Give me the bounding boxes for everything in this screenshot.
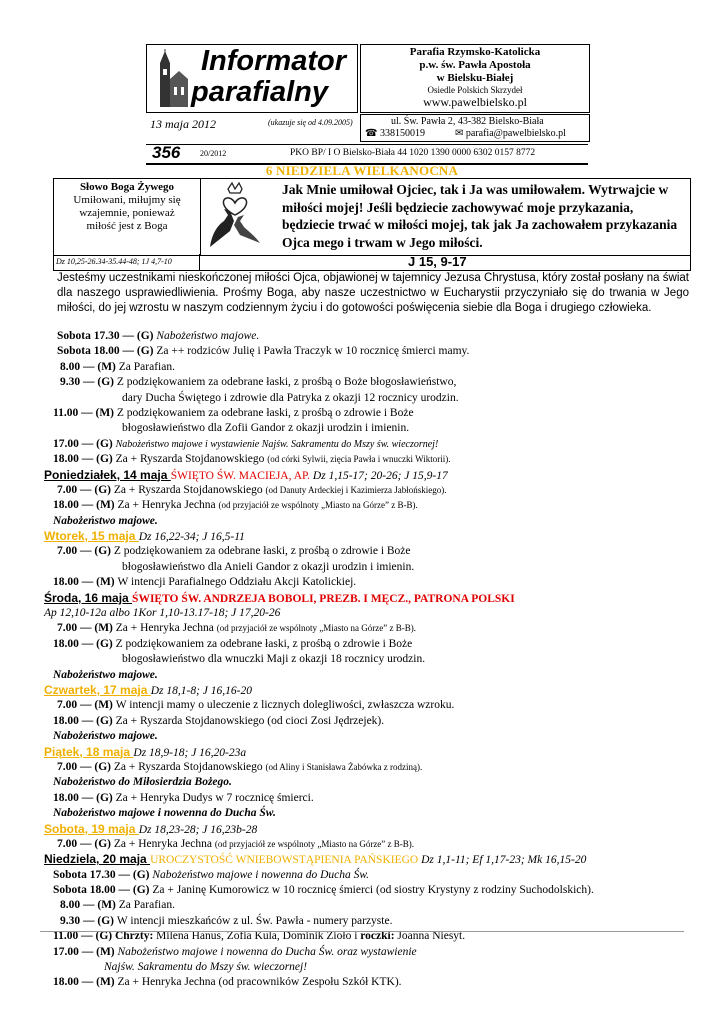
mass-time: Sobota 18.00 — (G) [57, 345, 157, 358]
mass-time: 18.00 — (G) [53, 637, 116, 650]
mass-time: 7.00 — (G) [57, 760, 114, 773]
mass-intention: Nabożeństwo majowe i nowenna do Ducha Św. [152, 868, 370, 881]
schedule-line [0, 544, 724, 559]
parish-name-line1: Parafia Rzymsko-Katolicka [409, 46, 541, 58]
issue-row [146, 144, 588, 165]
schedule-line [0, 883, 724, 898]
mass-time: 11.00 — (G) Chrzty: [53, 930, 157, 943]
mass-intention: W intencji mieszkańców z ul. Św. Pawła - numery parzyste. [116, 914, 393, 927]
mass-intention: Za + Henryka Jechna [115, 622, 217, 635]
service-note: Nabożeństwo majowe i nowenna do Ducha Św. [53, 807, 276, 820]
email-line [455, 128, 566, 140]
service-note: Nabożeństwo majowe. [53, 730, 158, 743]
gospel-quote: Jak Mnie umiłował Ojciec, tak i Ja was umiłowałem. Wytrwajcie w miłości mojej! Jeśli będziecie zachowywać moje przykazania, będziecie trwać w miłości mojej, tak jak Ja zachowałem przykazania Ojca mego i trwam w Jego miłości. [282, 182, 678, 250]
mass-intention: W intencji Parafialnego Oddziału Akcji Katolickiej. [117, 576, 357, 589]
day-label: Piątek, 18 maja [44, 744, 134, 759]
word-heading: Słowo Boga Żywego [79, 181, 175, 193]
mass-time: 18.00 — (G) [53, 791, 116, 804]
mass-time: 17.00 — (G) [53, 437, 116, 450]
day-label: Czwartek, 17 maja [44, 682, 151, 697]
mass-intention: Nabożeństwo majowe i nowenna do Ducha Św. oraz wystawienie [117, 945, 417, 958]
schedule-line-cont: Najśw. Sakramentu do Mszy św. wieczornej! [104, 961, 308, 974]
mass-intention: Z podziękowaniem za odebrane łaski, z prośbą o zdrowie i Boże [115, 637, 413, 650]
day-label: Sobota, 19 maja [44, 821, 139, 836]
mass-time: 9.30 — (G) [60, 376, 117, 389]
mass-intention: Za Parafian. [118, 899, 175, 912]
bulletin-title-line1: Informator [201, 45, 346, 77]
parish-website[interactable]: www.pawelbielsko.pl [423, 95, 527, 109]
feast-name: ŚWIĘTO ŚW. MACIEJA, AP. [170, 469, 313, 482]
intention-note: (od Aliny i Stanisława Żabówka z rodziną). [265, 761, 423, 772]
schedule-line-cont: dary Ducha Świętego i zdrowie dla Patryka z okazji 12 rocznicy urodzin. [122, 391, 459, 404]
schedule-line [0, 868, 724, 883]
schedule-line [0, 760, 724, 775]
day-header [0, 591, 724, 606]
mass-intention: W intencji mamy o uleczenie z licznych dolegliwości, zwłaszcza wzroku. [115, 699, 455, 712]
schedule-line [0, 375, 724, 390]
reading-refs-row [53, 254, 691, 271]
mass-intention: Za + Ryszarda Stojdanowskiego [113, 483, 266, 496]
parish-info-box [360, 44, 590, 113]
mass-intention: Za + Ryszarda Stojdanowskiego [113, 760, 266, 773]
mass-intention: Za Parafian. [118, 360, 175, 373]
day-header [0, 683, 724, 698]
day-label: Wtorek, 15 maja [44, 529, 139, 544]
schedule-line [0, 621, 724, 636]
day-readings: Dz 18,9-18; J 16,20-23a [133, 746, 247, 759]
church-icon [150, 49, 190, 109]
word-text-line3: miłość jest z Boga [86, 220, 168, 232]
mass-time: 18.00 — (G) [53, 453, 116, 466]
parish-phone: 338150019 [379, 128, 425, 139]
schedule-line-cont: błogosławieństwo dla wnuczki Maji z okazji 18 rocznicy urodzin. [122, 653, 426, 666]
word-of-god-box [54, 179, 201, 255]
schedule-line [0, 698, 724, 713]
mass-time: Sobota 18.00 — (G) [53, 884, 153, 897]
mass-intention: Za + Henryka Jechna [113, 837, 215, 850]
bulletin-title-line2: parafialny [191, 76, 328, 108]
day-header [0, 852, 724, 867]
mass-time: Sobota 17.30 — (G) [53, 868, 153, 881]
feast-name: ŚWIĘTO ŚW. ANDRZEJA BOBOLI, PREZB. I MĘCZ., PATRONA POLSKI [132, 592, 515, 605]
day-header [0, 529, 724, 544]
mass-intention: Z podziękowaniem za odebrane łaski, z prośbą o zdrowie i Boże [113, 545, 411, 558]
schedule-line [0, 837, 724, 852]
mass-schedule [0, 329, 724, 991]
intro-paragraph: Jesteśmy uczestnikami nieskończonej miłości Ojca, objawionej w tajemnicy Jezusa Chrystusa, który został posłany na świat dla naszego usprawiedliwienia. Prośmy Boga, aby nasze uczestnictwo w Eucharystii przyczyniało się do trwania w Jego miłości, do jej wzrostu w naszym codziennym życiu i do gotowości poświęcenia siebie dla Boga i drugiego człowieka. [57, 272, 689, 314]
intention-note: (od przyjaciół ze wspólnoty „Miasto na Górze” z B-B). [216, 623, 416, 634]
day-readings: Ap 12,10-12a albo 1Kor 1,10-13.17-18; J 17,20-26 [44, 607, 281, 620]
mass-time: 7.00 — (M) [57, 622, 116, 635]
intention-note: (od Danuty Ardeckiej i Kazimierza Jabłońskiego). [265, 484, 447, 495]
mass-time: 7.00 — (G) [57, 837, 114, 850]
mass-time: 18.00 — (M) [53, 499, 118, 512]
schedule-line [0, 714, 724, 729]
hands-heart-icon [204, 181, 266, 251]
issue-date: 13 maja 2012 [150, 117, 216, 131]
day-readings: Dz 16,22-34; J 16,5-11 [138, 531, 245, 544]
service-note: Nabożeństwo do Miłosierdzia Bożego. [53, 776, 232, 789]
mass-time: 17.00 — (M) [53, 945, 118, 958]
schedule-line [0, 360, 724, 375]
schedule-line [0, 898, 724, 913]
mass-intention: Za + Ryszarda Stojdanowskiego [115, 453, 268, 466]
day-label: Niedziela, 20 maja [44, 852, 151, 867]
mass-time: 7.00 — (M) [57, 699, 116, 712]
schedule-line [0, 791, 724, 806]
mass-time: 11.00 — (M) [53, 406, 117, 419]
mass-time: 18.00 — (M) [53, 576, 118, 589]
day-readings: Dz 1,15-17; 20-26; J 15,9-17 [312, 469, 448, 482]
bulletin-header [146, 44, 589, 162]
mass-intention: Za + Henryka Jechna [117, 499, 219, 512]
first-birthday-names: Joanna Niesyt. [397, 930, 466, 943]
day-header [0, 468, 724, 483]
mass-intention: Nabożeństwo majowe i wystawienie Najśw. Sakramentu do Mszy św. wieczornej! [115, 438, 439, 450]
word-text-line1: Umiłowani, miłujmy się [73, 194, 181, 206]
baptism-names: Milena Hanus, Zofia Kula, Dominik Zioło i [156, 930, 361, 943]
schedule-line-cont: błogosławieństwo dla Zofii Gandor z okazji urodzin i imienin. [122, 422, 410, 435]
mass-time: 18.00 — (G) [53, 714, 116, 727]
parish-name-line3: w Bielsku-Białej [436, 72, 514, 84]
word-text-line2: wzajemnie, ponieważ [79, 207, 175, 219]
issue-number: 356 [152, 143, 181, 162]
intention-note: (od córki Sylwii, zięcia Pawła i wnuczki Wiktorii). [267, 454, 451, 465]
bank-account: PKO BP/ I O Bielsko-Biała 44 1020 1390 0000 6302 0157 8772 [290, 148, 536, 158]
mass-time: 9.30 — (G) [60, 914, 117, 927]
schedule-line [0, 329, 724, 344]
parish-name-line2: p.w. św. Pawła Apostoła [419, 59, 531, 71]
day-header [0, 745, 724, 760]
phone-line [365, 128, 425, 140]
day-label: Środa, 16 maja [44, 590, 133, 605]
gospel-ref: J 15, 9-17 [408, 254, 467, 269]
day-header [0, 822, 724, 837]
feast-name: UROCZYSTOŚĆ WNIEBOWSTĄPIENIA PAŃSKIEGO [150, 854, 422, 867]
schedule-line [0, 975, 724, 990]
day-readings: Dz 18,23-28; J 16,23b-28 [138, 823, 258, 836]
mass-intention: Za ++ rodziców Julię i Pawła Traczyk w 10 rocznicę śmierci mamy. [156, 345, 470, 358]
sunday-title: 6 NIEDZIELA WIELKANOCNA [265, 163, 459, 178]
service-note: Nabożeństwo majowe. [53, 514, 158, 527]
schedule-line [0, 483, 724, 498]
mass-time: 18.00 — (M) [53, 976, 118, 989]
mass-intention: Za + Janinę Kumorowicz w 10 rocznicę śmierci (od siostry Krystyny z rodziny Suchodolskich). [152, 884, 594, 897]
schedule-line [0, 437, 724, 452]
mass-time: 7.00 — (G) [57, 545, 114, 558]
mass-intention: Za + Henryka Jechna (od pracowników Zespołu Szkół KTK). [117, 976, 402, 989]
schedule-line [0, 575, 724, 590]
parish-district: Osiedle Polskich Skrzydeł [427, 85, 523, 95]
date-line [146, 115, 356, 141]
issue-code: 20/2012 [200, 149, 227, 158]
bottom-divider [40, 931, 684, 932]
mass-time: 8.00 — (M) [60, 899, 119, 912]
intention-note: (od przyjaciół ze wspólnoty „Miasto na Górze” z B-B). [214, 838, 415, 849]
schedule-line-cont: błogosławieństwo dla Anieli Gandor z okazji urodzin i imienin. [122, 560, 415, 573]
contact-box [360, 114, 590, 142]
mass-intention: Nabożeństwo majowe. [156, 330, 260, 342]
intention-note: (od przyjaciół ze wspólnoty „Miasto na Górze” z B-B). [218, 500, 418, 511]
phone-icon: ☎ [365, 128, 380, 139]
parish-email[interactable]: parafia@pawelbielsko.pl [465, 128, 566, 139]
mass-time: 7.00 — (G) [57, 483, 114, 496]
gospel-box [53, 178, 691, 256]
mass-time: Sobota 17.30 — (G) [57, 330, 157, 342]
email-icon: ✉ [455, 128, 466, 139]
issue-date-note: (ukazuje się od 4.09.2005) [268, 118, 353, 127]
schedule-line [0, 344, 724, 359]
schedule-line [0, 637, 724, 652]
reading-ref: Dz 10,25-26.34-35.44-48; 1J 4,7-10 [54, 254, 200, 270]
schedule-line [0, 452, 724, 467]
mass-intention: Z podziękowaniem za odebrane łaski, z prośbą o Boże błogosławieństwo, [116, 376, 457, 389]
first-birthday-label: roczki: [360, 930, 398, 943]
parish-address: ul. Św. Pawła 2, 43-382 Bielsko-Biała [391, 116, 544, 127]
day-readings: Dz 18,1-8; J 16,16-20 [150, 684, 252, 697]
mass-time: 8.00 — (M) [60, 360, 119, 373]
service-note: Nabożeństwo majowe. [53, 668, 158, 681]
mass-intention: Za + Ryszarda Stojdanowskiego (od cioci Zosi Jędrzejek). [115, 714, 385, 727]
schedule-line [0, 945, 724, 960]
schedule-line [0, 914, 724, 929]
day-label: Poniedziałek, 14 maja [44, 467, 171, 482]
mass-intention: Z podziękowaniem za odebrane łaski, z prośbą o zdrowie i Boże [116, 406, 414, 419]
schedule-line [0, 406, 724, 421]
day-readings: Dz 1,1-11; Ef 1,17-23; Mk 16,15-20 [421, 854, 587, 867]
logo-box [146, 44, 358, 113]
mass-intention: Za + Henryka Dudys w 7 rocznicę śmierci. [115, 791, 314, 804]
schedule-line [0, 498, 724, 513]
